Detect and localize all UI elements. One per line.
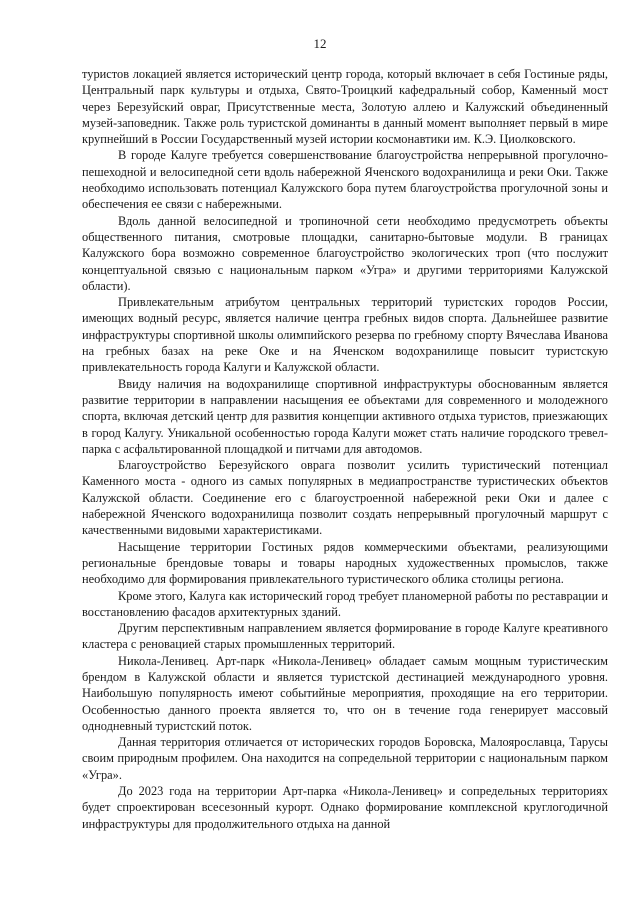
paragraph-sports-development: Ввиду наличия на водохранилище спортивной инфраструктуры обоснованным является развитие территории в направлении насыщения ее объектами для современного и молодежного спорта, включая детский центр для развития концепции активного отдыха туристов, приезжающих в город Калугу. Уникальной особенностью города Калуги может стать наличие городского тревел-парка с асфальтированной площадкой и питчами для автодомов. <box>82 376 608 456</box>
paragraph-historic-center: туристов локацией является исторический центр города, который включает в себя Гостиные ряды, Центральный парк культуры и отдыха, Свято-Троицкий кафедральный собор, Каменный мост через Березуйский овраг, Присутственные места, Золотую аллею и Калужский объединенный музей-заповедник. Также роль туристской доминанты в данный момент выполняет первый в мире крупнейший в России Государственный музей истории космонавтики им. К.Э. Циолковского. <box>82 67 608 147</box>
paragraph-trail-facilities: Вдоль данной велосипедной и тропиночной сети необходимо предусмотреть объекты общественного питания, смотровые площадки, санитарно-бытовые модули. В границах Калужского бора возможно современное благоустройство экологических троп (что послужит концептуальной связью с национальным парком «Угра» и другими территориями Калужской области). <box>82 213 608 293</box>
page-number: 12 <box>313 36 327 51</box>
paragraph-rowing-center: Привлекательным атрибутом центральных территорий туристских городов России, имеющих водный ресурс, является наличие центра гребных видов спорта. Дальнейшее развитие инфраструктуры спортивной школы олимпийского резерва по гребному спорту Вячеслава Иванова на гребных базах на реке Оке и на Яченском водохранилище повысит туристскую привлекательность города Калуги и Калужской области. <box>82 295 608 375</box>
paragraph-gostiny-ryady: Насыщение территории Гостиных рядов коммерческими объектами, реализующими региональные брендовые товары и товары народных художественных промыслов, также необходимо для формирования привлекательного туристического облика столицы региона. <box>82 539 608 587</box>
paragraph-natural-profile: Данная территория отличается от исторических городов Боровска, Малоярославца, Тарусы своим природным профилем. Она находится на сопредельной территории с национальным парком «Угра». <box>82 735 608 782</box>
paragraph-nikola-lenivets: Никола-Ленивец. Арт-парк «Никола-Ленивец» обладает самым мощным туристическим брендом в Калужской области и является туристской дестинацией международного уровня. Наибольшую популярность имеют событийные мероприятия, проходящие на его территории. Особенностью данного проекта является то, что он в течение года генерирует массовый однодневный туристский поток. <box>82 653 608 733</box>
paragraph-facade-restoration: Кроме этого, Калуга как исторический город требует планомерной работы по реставрации и восстановлению фасадов архитектурных зданий. <box>82 588 608 619</box>
paragraph-resort-2023: До 2023 года на территории Арт-парка «Никола-Ленивец» и сопредельных территориях будет спроектирован всесезонный курорт. Однако формирование комплексной круглогодичной инфраструктуры для продолжительного отдыха на данной <box>82 784 608 831</box>
body-text <box>82 66 608 832</box>
paragraph-embankment-network: В городе Калуге требуется совершенствование благоустройства непрерывной прогулочно-пешеходной и велосипедной сети вдоль набережной Яченского водохранилища и реки Оки. Также необходимо использовать потенциал Калужского бора путем благоустройства прогулочной зоны и обеспечения ее связи с набережными. <box>82 148 608 212</box>
paragraph-berezuisky-ravine: Благоустройство Березуйского оврага позволит усилить туристический потенциал Каменного моста - одного из самых популярных в медиапространстве туристических объектов Калужской области. Соединение его с благоустроенной набережной реки Оки и далее с набережной Яченского водохранилища позволит создать непрерывный прогулочный маршрут с качественными видовыми характеристиками. <box>82 458 608 538</box>
paragraph-creative-cluster: Другим перспективным направлением является формирование в городе Калуге креативного кластера с реновацией старых промышленных территорий. <box>82 621 608 652</box>
